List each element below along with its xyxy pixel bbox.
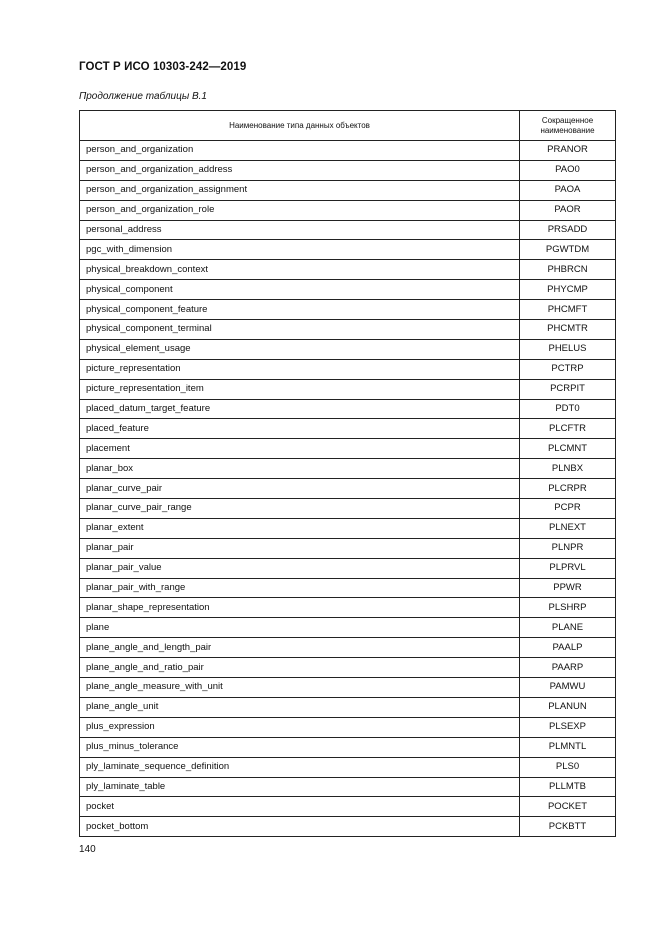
entity-name-cell: person_and_organization [80, 141, 520, 161]
entity-name-cell: plane_angle_and_length_pair [80, 638, 520, 658]
table-row [80, 518, 616, 538]
table-row [80, 558, 616, 578]
short-name-cell: PAALP [520, 638, 616, 658]
short-name-cell: PCRPIT [520, 379, 616, 399]
entity-name-cell: ply_laminate_table [80, 777, 520, 797]
entity-name-cell: ply_laminate_sequence_definition [80, 757, 520, 777]
table-row [80, 180, 616, 200]
short-name-cell: PAMWU [520, 678, 616, 698]
table-row [80, 419, 616, 439]
table-row [80, 717, 616, 737]
table-row [80, 260, 616, 280]
short-name-cell: PAARP [520, 658, 616, 678]
entity-name-cell: placement [80, 439, 520, 459]
short-name-cell: PLNBX [520, 459, 616, 479]
table-row [80, 459, 616, 479]
short-name-cell: PCPR [520, 499, 616, 519]
short-name-cell: PLMNTL [520, 737, 616, 757]
entity-name-cell: planar_pair_with_range [80, 578, 520, 598]
table-row [80, 479, 616, 499]
table-row [80, 320, 616, 340]
table-row [80, 300, 616, 320]
table-row [80, 817, 616, 837]
column-header-short-name: Сокращенное наименование [520, 111, 616, 141]
short-name-cell: PCTRP [520, 359, 616, 379]
entity-name-cell: plane [80, 618, 520, 638]
short-name-cell: PLCRPR [520, 479, 616, 499]
short-name-cell: PHELUS [520, 339, 616, 359]
table-row [80, 339, 616, 359]
entity-name-cell: placed_feature [80, 419, 520, 439]
entity-name-cell: planar_extent [80, 518, 520, 538]
short-name-cell: PLSEXP [520, 717, 616, 737]
short-name-cell: PLS0 [520, 757, 616, 777]
table-row [80, 379, 616, 399]
table-row [80, 399, 616, 419]
entity-name-cell: plane_angle_measure_with_unit [80, 678, 520, 698]
table-row [80, 777, 616, 797]
entity-name-cell: picture_representation [80, 359, 520, 379]
short-name-cell: PDT0 [520, 399, 616, 419]
table-row [80, 618, 616, 638]
table-row [80, 499, 616, 519]
entity-name-cell: physical_component_terminal [80, 320, 520, 340]
short-name-cell: PAO0 [520, 160, 616, 180]
standard-title: ГОСТ Р ИСО 10303-242—2019 [79, 61, 247, 73]
short-name-cell: POCKET [520, 797, 616, 817]
short-name-cell: PLCFTR [520, 419, 616, 439]
short-name-cell: PPWR [520, 578, 616, 598]
entity-name-cell: planar_pair [80, 538, 520, 558]
short-name-cell: PLCMNT [520, 439, 616, 459]
table-header-row [80, 111, 616, 141]
table-row [80, 240, 616, 260]
entity-name-cell: physical_component_feature [80, 300, 520, 320]
table-row [80, 757, 616, 777]
table-row [80, 439, 616, 459]
table-row [80, 280, 616, 300]
table-row [80, 200, 616, 220]
short-name-cell: PLSHRP [520, 598, 616, 618]
table-row [80, 359, 616, 379]
short-name-cell: PAOR [520, 200, 616, 220]
table-row [80, 797, 616, 817]
short-name-cell: PHCMTR [520, 320, 616, 340]
entity-name-cell: personal_address [80, 220, 520, 240]
short-name-cell: PHBRCN [520, 260, 616, 280]
short-name-cell: PHCMFT [520, 300, 616, 320]
entity-name-cell: person_and_organization_address [80, 160, 520, 180]
table-caption: Продолжение таблицы В.1 [79, 91, 207, 102]
table-row [80, 638, 616, 658]
table-row [80, 220, 616, 240]
entity-name-cell: person_and_organization_role [80, 200, 520, 220]
short-name-cell: PRSADD [520, 220, 616, 240]
table-row [80, 160, 616, 180]
entity-name-cell: planar_curve_pair_range [80, 499, 520, 519]
short-name-cell: PLPRVL [520, 558, 616, 578]
entity-name-cell: pgc_with_dimension [80, 240, 520, 260]
entity-abbreviation-table [79, 110, 616, 837]
short-name-cell: PLANUN [520, 697, 616, 717]
short-name-cell: PRANOR [520, 141, 616, 161]
short-name-cell: PLLMTB [520, 777, 616, 797]
entity-name-cell: physical_component [80, 280, 520, 300]
entity-name-cell: pocket_bottom [80, 817, 520, 837]
entity-name-cell: physical_breakdown_context [80, 260, 520, 280]
entity-name-cell: plane_angle_and_ratio_pair [80, 658, 520, 678]
short-name-cell: PLNEXT [520, 518, 616, 538]
entity-name-cell: plus_minus_tolerance [80, 737, 520, 757]
table-row [80, 658, 616, 678]
column-header-entity-name: Наименование типа данных объектов [80, 111, 520, 141]
entity-name-cell: plane_angle_unit [80, 697, 520, 717]
short-name-cell: PHYCMP [520, 280, 616, 300]
entity-name-cell: pocket [80, 797, 520, 817]
page-number: 140 [79, 844, 96, 855]
table-row [80, 578, 616, 598]
table-row [80, 538, 616, 558]
entity-name-cell: picture_representation_item [80, 379, 520, 399]
table-row [80, 697, 616, 717]
entity-name-cell: placed_datum_target_feature [80, 399, 520, 419]
table-row [80, 141, 616, 161]
table-body [80, 141, 616, 837]
table-row [80, 737, 616, 757]
short-name-cell: PLNPR [520, 538, 616, 558]
entity-name-cell: planar_pair_value [80, 558, 520, 578]
short-name-cell: PCKBTT [520, 817, 616, 837]
short-name-cell: PLANE [520, 618, 616, 638]
short-name-cell: PGWTDM [520, 240, 616, 260]
table-row [80, 598, 616, 618]
short-name-cell: PAOA [520, 180, 616, 200]
entity-name-cell: planar_shape_representation [80, 598, 520, 618]
table-row [80, 678, 616, 698]
entity-name-cell: plus_expression [80, 717, 520, 737]
entity-name-cell: person_and_organization_assignment [80, 180, 520, 200]
entity-name-cell: planar_box [80, 459, 520, 479]
entity-name-cell: planar_curve_pair [80, 479, 520, 499]
entity-name-cell: physical_element_usage [80, 339, 520, 359]
